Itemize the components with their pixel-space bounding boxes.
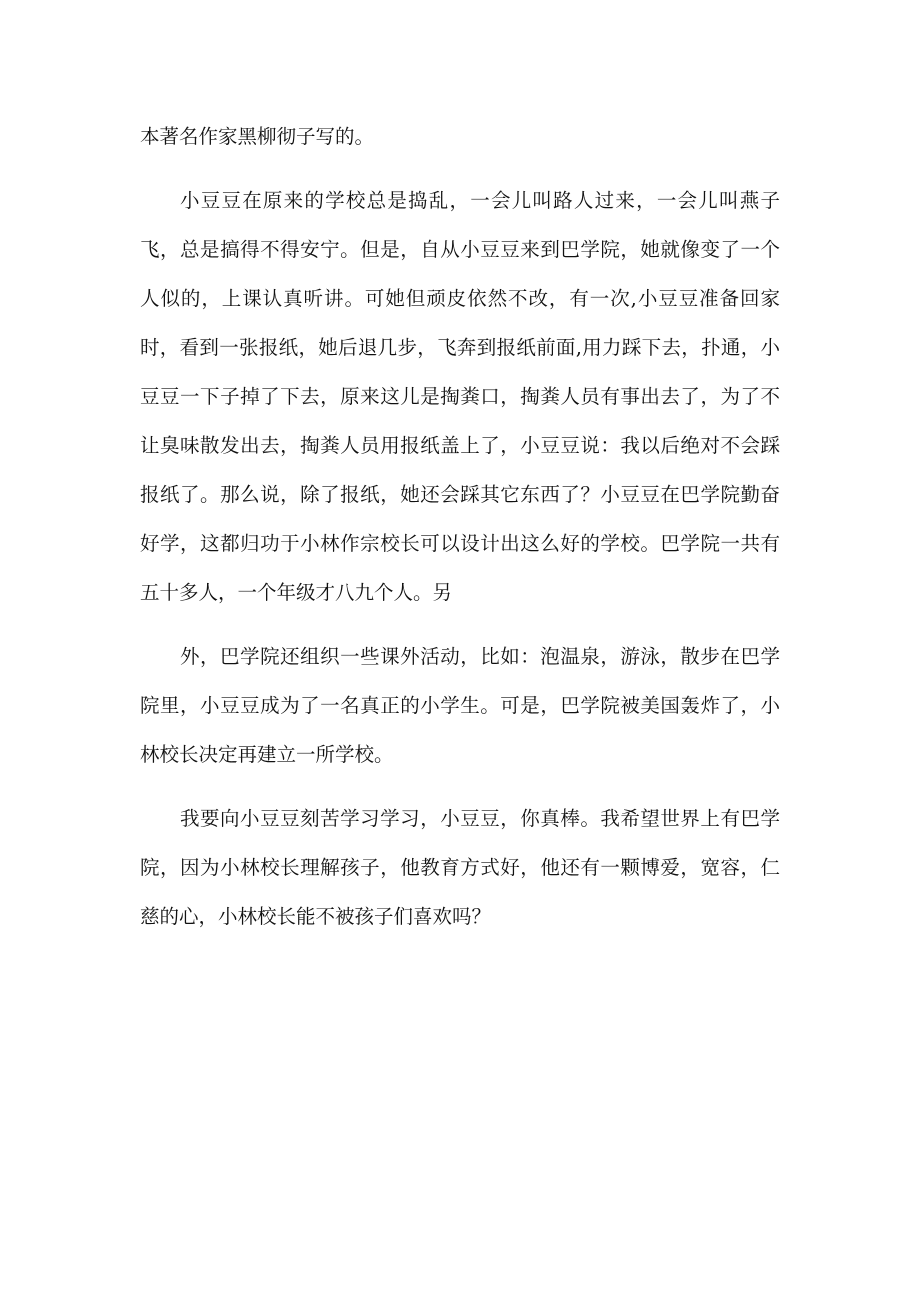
paragraph-1: 本著名作家黑柳彻子写的。 (140, 125, 375, 148)
paragraph-4: 我要向小豆豆刻苦学习学习，小豆豆，你真棒。我希望世界上有巴学院，因为小林校长理解孩子，他教育方式好，他还有一颗博爱，宽容，仁慈的心，小林校长能不被孩子们喜欢吗？ (140, 807, 780, 928)
document-page (140, 112, 780, 941)
paragraph-2: 小豆豆在原来的学校总是捣乱，一会儿叫路人过来，一会儿叫燕子飞，总是搞得不得安宁。但是，自从小豆豆来到巴学院，她就像变了一个人似的，上课认真听讲。可她但顽皮依然不改，有一次,小豆豆准备回家时，看到一张报纸，她后退几步，飞奔到报纸前面,用力踩下去，扑通，小豆豆一下子掉了下去，原来这儿是掏粪口，掏粪人员有事出去了，为了不让臭味散发出去，掏粪人员用报纸盖上了，小豆豆说：我以后绝对不会踩报纸了。那么说，除了报纸，她还会踩其它东西了？小豆豆在巴学院勤奋好学，这都归功于小林作宗校长可以设计出这么好的学校。巴学院一共有五十多人，一个年级才八九个人。另 (140, 189, 780, 604)
paragraph-3: 外，巴学院还组织一些课外活动，比如：泡温泉，游泳，散步在巴学院里，小豆豆成为了一名真正的小学生。可是，巴学院被美国轰炸了，小林校长决定再建立一所学校。 (140, 645, 780, 766)
